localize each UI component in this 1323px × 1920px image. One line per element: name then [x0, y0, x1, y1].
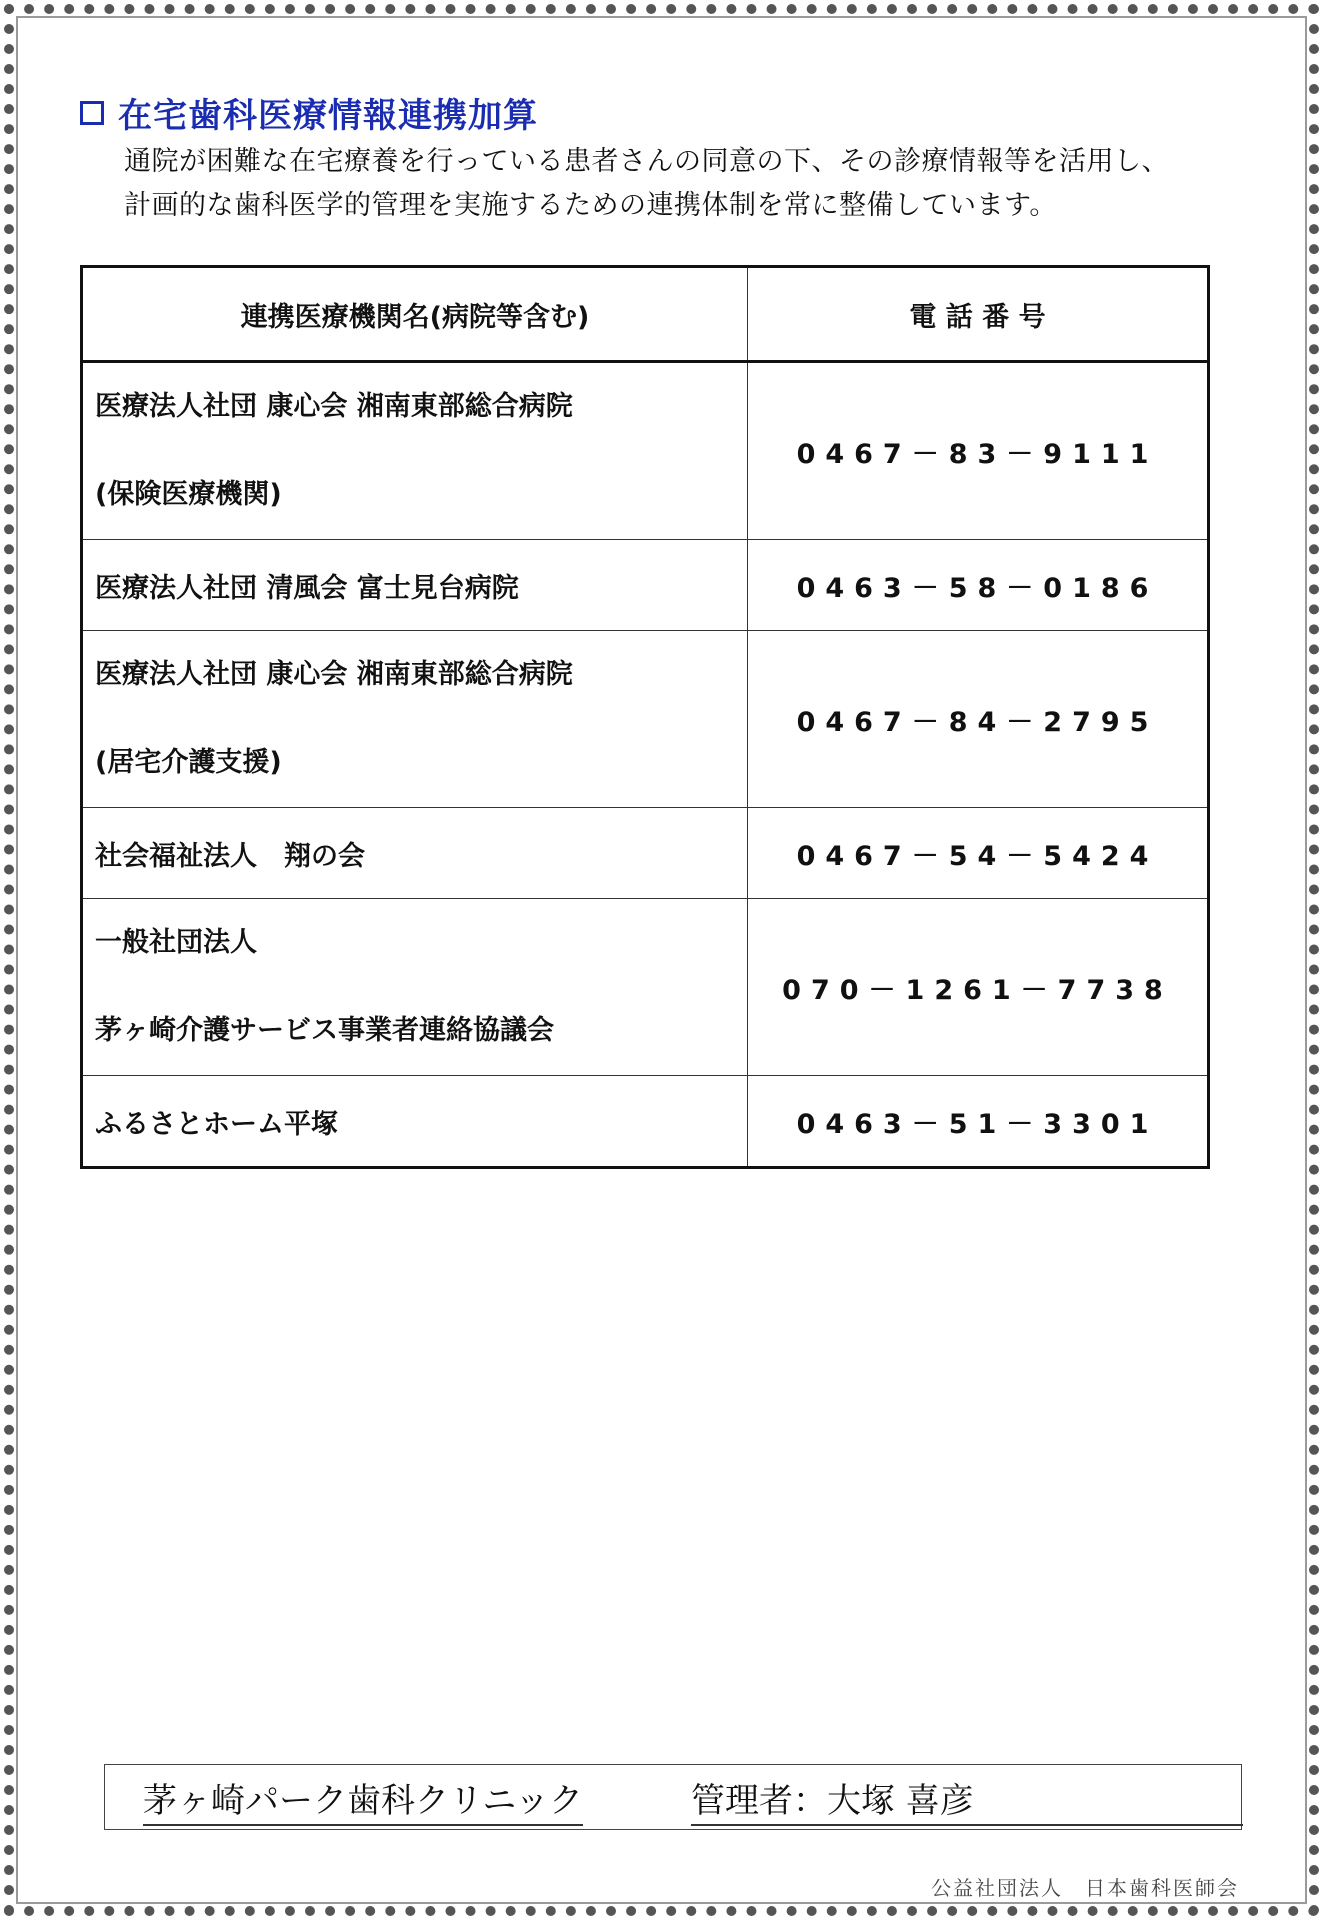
institution-name-cell — [82, 362, 748, 540]
institution-name-cell — [82, 631, 748, 808]
institution-name: 医療法人社団 康心会 湘南東部総合病院 — [95, 391, 573, 422]
intro-text — [124, 140, 1274, 228]
signature-box — [104, 1764, 1242, 1830]
partner-institutions-table — [80, 265, 1210, 1169]
institution-note: (保険医療機関) — [95, 479, 282, 510]
phone-number: 0463－58－0186 — [748, 540, 1209, 631]
table-row — [82, 808, 1209, 899]
footer-organization: 公益社団法人 日本歯科医師会 — [931, 1876, 1239, 1900]
manager-name: 管理者：大塚 喜彦 — [691, 1773, 1243, 1826]
table-row — [82, 540, 1209, 631]
institution-name-cell — [82, 899, 748, 1076]
table-header-row — [82, 267, 1209, 362]
table-row — [82, 1076, 1209, 1168]
institution-name: 医療法人社団 清風会 富士見台病院 — [82, 540, 748, 631]
phone-number: 0467－54－5424 — [748, 808, 1209, 899]
phone-number: 0467－84－2795 — [748, 631, 1209, 808]
institution-name-continued: 茅ヶ崎介護サービス事業者連絡協議会 — [95, 1015, 554, 1046]
clinic-name: 茅ヶ崎パーク歯科クリニック — [143, 1773, 583, 1826]
column-header-name: 連携医療機関名(病院等含む) — [82, 267, 748, 362]
intro-line: 通院が困難な在宅療養を行っている患者さんの同意の下、その診療情報等を活用し、 — [124, 146, 1169, 177]
table-row — [82, 631, 1209, 808]
column-header-tel: 電 話 番 号 — [748, 267, 1209, 362]
phone-number: 070－1261－7738 — [748, 899, 1209, 1076]
phone-number: 0467－83－9111 — [748, 362, 1209, 540]
institution-note: (居宅介護支援) — [95, 747, 282, 778]
table-row — [82, 899, 1209, 1076]
institution-name: 一般社団法人 — [95, 927, 257, 958]
section-title: 在宅歯科医療情報連携加算 — [118, 96, 538, 136]
phone-number: 0463－51－3301 — [748, 1076, 1209, 1168]
institution-name: 社会福祉法人 翔の会 — [82, 808, 748, 899]
section-heading — [80, 88, 538, 137]
institution-name: ふるさとホーム平塚 — [82, 1076, 748, 1168]
empty-checkbox-icon — [80, 101, 104, 125]
institution-name: 医療法人社団 康心会 湘南東部総合病院 — [95, 659, 573, 690]
table-row — [82, 362, 1209, 540]
intro-line: 計画的な歯科医学的管理を実施するための連携体制を常に整備しています。 — [124, 190, 1057, 221]
